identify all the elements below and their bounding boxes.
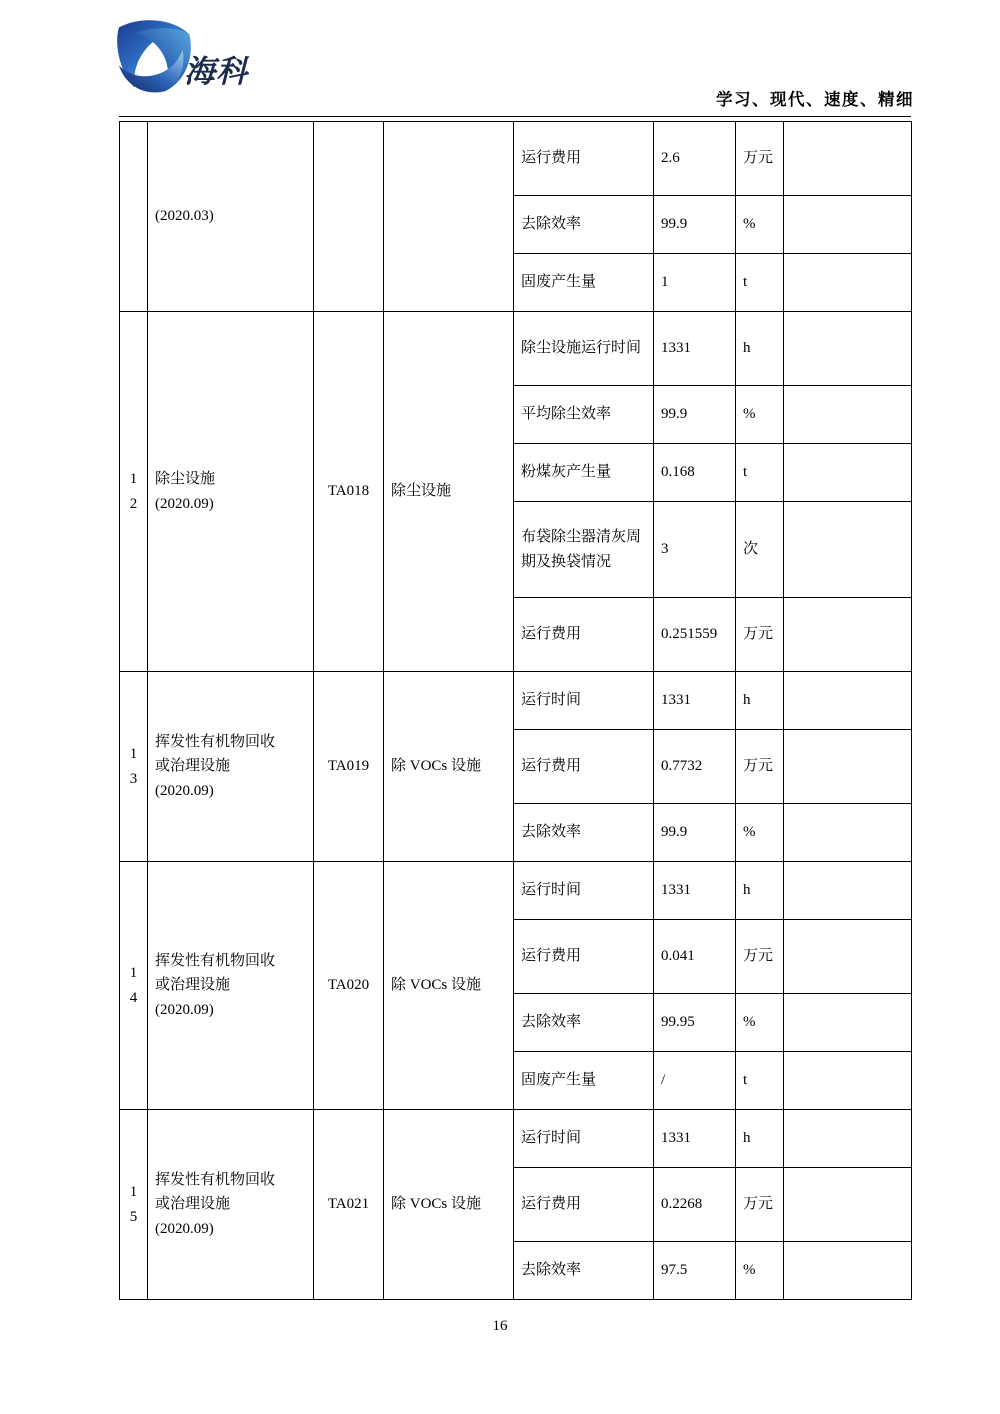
metric-remark-cell	[784, 122, 912, 196]
metric-label-cell: 平均除尘效率	[514, 386, 654, 444]
facility-data-table	[119, 121, 912, 1300]
header-divider	[119, 116, 911, 117]
metric-remark-cell	[784, 730, 912, 804]
metric-label-cell: 布袋除尘器清灰周期及换袋情况	[514, 502, 654, 598]
row-number-cell: 14	[120, 862, 148, 1110]
metric-remark-cell	[784, 1168, 912, 1242]
metric-value-cell: 0.7732	[654, 730, 736, 804]
metric-unit-cell: 万元	[736, 730, 784, 804]
metric-value-cell: /	[654, 1052, 736, 1110]
company-logo	[112, 12, 248, 104]
metric-value-cell: 0.168	[654, 444, 736, 502]
metric-label-cell: 运行时间	[514, 672, 654, 730]
header-slogan: 学习、现代、速度、精细	[716, 90, 914, 109]
metric-label-cell: 除尘设施运行时间	[514, 312, 654, 386]
metric-remark-cell	[784, 1052, 912, 1110]
metric-value-cell: 1	[654, 254, 736, 312]
facility-name-cell	[148, 122, 314, 312]
logo-text: 海科	[184, 54, 248, 89]
metric-label-cell: 运行费用	[514, 598, 654, 672]
metric-unit-cell: h	[736, 862, 784, 920]
metric-unit-cell: %	[736, 804, 784, 862]
metric-unit-cell: 万元	[736, 1168, 784, 1242]
metric-unit-cell: %	[736, 386, 784, 444]
page-number: 16	[492, 1318, 508, 1334]
metric-label-cell: 去除效率	[514, 994, 654, 1052]
metric-value-cell: 0.251559	[654, 598, 736, 672]
facility-name-text: 挥发性有机物回收	[155, 734, 276, 751]
facility-code-cell: TA021	[314, 1110, 384, 1300]
metric-remark-cell	[784, 862, 912, 920]
facility-name-cell	[148, 862, 314, 1110]
facility-type-cell: 除 VOCs 设施	[384, 672, 514, 862]
metric-remark-cell	[784, 254, 912, 312]
metric-value-cell: 99.9	[654, 386, 736, 444]
metric-remark-cell	[784, 444, 912, 502]
metric-remark-cell	[784, 502, 912, 598]
metric-value-cell: 99.9	[654, 196, 736, 254]
metric-unit-cell: %	[736, 196, 784, 254]
metric-label-cell: 粉煤灰产生量	[514, 444, 654, 502]
metric-unit-cell: %	[736, 1242, 784, 1300]
metric-value-cell: 0.2268	[654, 1168, 736, 1242]
metric-remark-cell	[784, 672, 912, 730]
facility-name-text-2: 或治理设施	[155, 758, 231, 775]
metric-value-cell: 3	[654, 502, 736, 598]
metric-label-cell: 固废产生量	[514, 254, 654, 312]
metric-remark-cell	[784, 920, 912, 994]
row-number-cell: 15	[120, 1110, 148, 1300]
metric-value-cell: 1331	[654, 1110, 736, 1168]
metric-label-cell: 去除效率	[514, 196, 654, 254]
facility-name-date: (2020.09)	[155, 782, 214, 799]
metric-unit-cell: %	[736, 994, 784, 1052]
metric-unit-cell: h	[736, 312, 784, 386]
metric-label-cell: 固废产生量	[514, 1052, 654, 1110]
metric-remark-cell	[784, 1242, 912, 1300]
row-number-cell	[120, 122, 148, 312]
metric-remark-cell	[784, 598, 912, 672]
row-number-cell: 13	[120, 672, 148, 862]
metric-remark-cell	[784, 804, 912, 862]
metric-remark-cell	[784, 312, 912, 386]
metric-remark-cell	[784, 1110, 912, 1168]
metric-label-cell: 运行费用	[514, 1168, 654, 1242]
metric-value-cell: 0.041	[654, 920, 736, 994]
facility-name-cell	[148, 312, 314, 672]
metric-remark-cell	[784, 386, 912, 444]
facility-type-cell: 除尘设施	[384, 312, 514, 672]
metric-value-cell: 99.95	[654, 994, 736, 1052]
metric-unit-cell: t	[736, 254, 784, 312]
metric-unit-cell: h	[736, 1110, 784, 1168]
table-row	[120, 862, 912, 920]
metric-label-cell: 运行时间	[514, 1110, 654, 1168]
facility-type-cell: 除 VOCs 设施	[384, 1110, 514, 1300]
table-row	[120, 122, 912, 196]
facility-type-cell	[384, 122, 514, 312]
table-row	[120, 672, 912, 730]
metric-unit-cell: t	[736, 1052, 784, 1110]
metric-unit-cell: 万元	[736, 598, 784, 672]
metric-remark-cell	[784, 994, 912, 1052]
metric-value-cell: 97.5	[654, 1242, 736, 1300]
facility-name-date: (2020.09)	[155, 495, 214, 512]
metric-unit-cell: 万元	[736, 920, 784, 994]
facility-name-date: (2020.09)	[155, 1001, 214, 1018]
metric-label-cell: 运行费用	[514, 920, 654, 994]
metric-value-cell: 1331	[654, 312, 736, 386]
metric-value-cell: 99.9	[654, 804, 736, 862]
facility-code-cell	[314, 122, 384, 312]
facility-type-cell: 除 VOCs 设施	[384, 862, 514, 1110]
facility-name-date: (2020.09)	[155, 1220, 214, 1237]
facility-code-cell: TA018	[314, 312, 384, 672]
facility-name-cell	[148, 672, 314, 862]
facility-name-date: (2020.03)	[155, 208, 214, 225]
metric-label-cell: 运行费用	[514, 122, 654, 196]
metric-unit-cell: 次	[736, 502, 784, 598]
table-row	[120, 1110, 912, 1168]
metric-label-cell: 运行费用	[514, 730, 654, 804]
facility-name-text-2: 或治理设施	[155, 977, 231, 994]
facility-name-text: 挥发性有机物回收	[155, 953, 276, 970]
facility-code-cell: TA019	[314, 672, 384, 862]
metric-unit-cell: t	[736, 444, 784, 502]
metric-value-cell: 1331	[654, 672, 736, 730]
facility-name-text-2: 或治理设施	[155, 1196, 231, 1213]
metric-value-cell: 2.6	[654, 122, 736, 196]
metric-label-cell: 运行时间	[514, 862, 654, 920]
metric-unit-cell: 万元	[736, 122, 784, 196]
facility-name-text: 除尘设施	[155, 471, 216, 488]
metric-unit-cell: h	[736, 672, 784, 730]
row-number-cell: 12	[120, 312, 148, 672]
facility-name-text: 挥发性有机物回收	[155, 1172, 276, 1189]
metric-label-cell: 去除效率	[514, 804, 654, 862]
facility-code-cell: TA020	[314, 862, 384, 1110]
table-row	[120, 312, 912, 386]
page-header	[0, 0, 1000, 118]
metric-remark-cell	[784, 196, 912, 254]
metric-label-cell: 去除效率	[514, 1242, 654, 1300]
facility-name-cell	[148, 1110, 314, 1300]
metric-value-cell: 1331	[654, 862, 736, 920]
